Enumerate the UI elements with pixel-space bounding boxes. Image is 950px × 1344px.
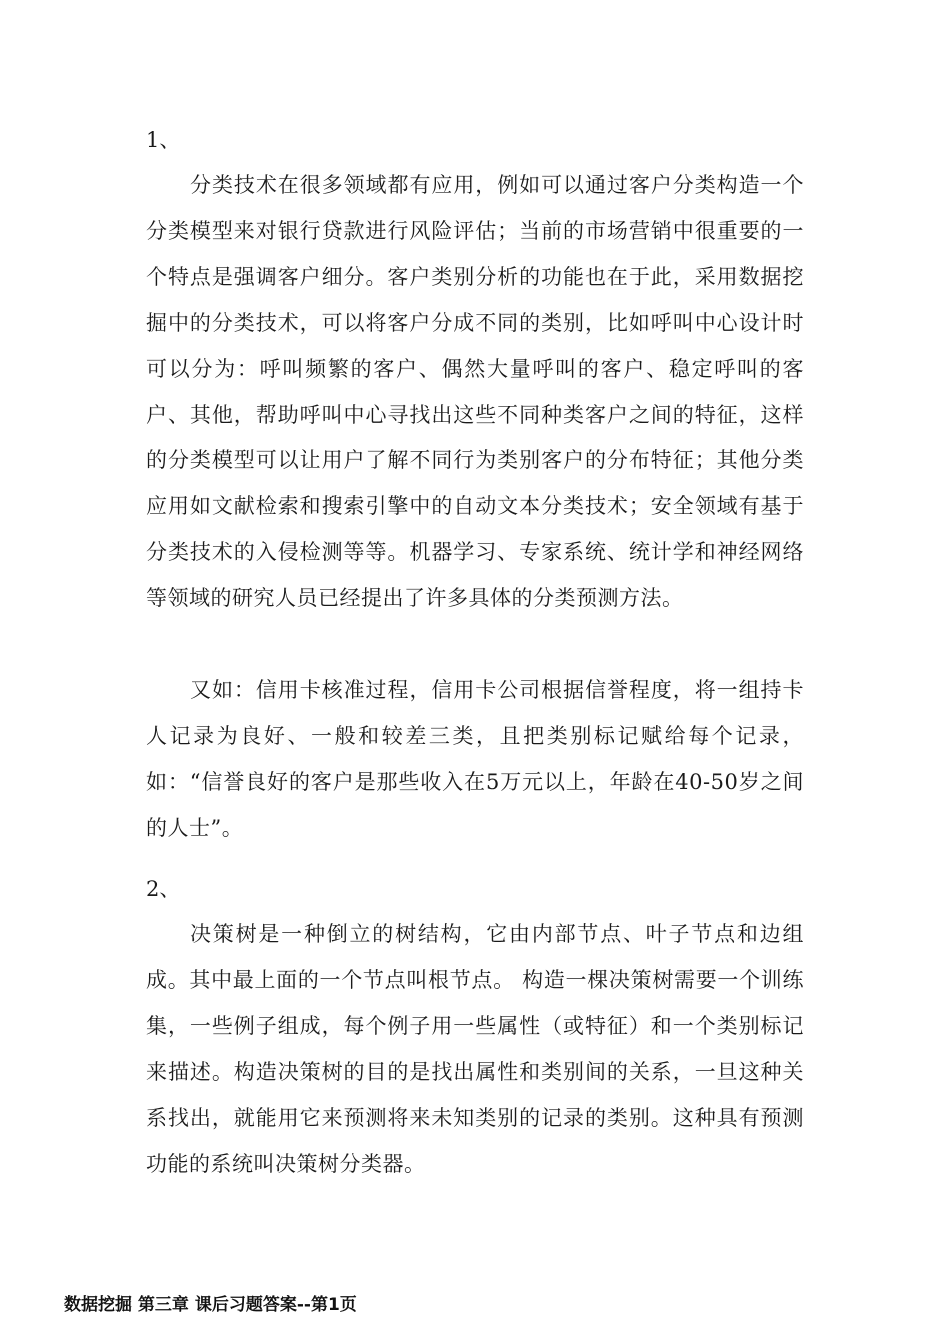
section-number-2: 2、: [146, 877, 181, 901]
section-1-paragraph-2: 又如：信用卡核准过程，信用卡公司根据信誉程度，将一组持卡人记录为良好、一般和较差三类，且把类别标记赋给每个记录，如：“信誉良好的客户是那些收入在5万元以上，年龄在40-50岁之间的人士”。: [146, 678, 804, 840]
section-2-paragraph-1: 决策树是一种倒立的树结构，它由内部节点、叶子节点和边组成。其中最上面的一个节点叫根节点。 构造一棵决策树需要一个训练集，一些例子组成，每个例子用一些属性（或特征）和一个类别标记来描述。构造决策树的目的是找出属性和类别间的关系，一旦这种关系找出，就能用它来预测将来未知类别的记录的类别。这种具有预测功能的系统叫决策树分类器。: [146, 922, 804, 1176]
page-footer: 数据挖掘 第三章 课后习题答案--第1页: [64, 1295, 357, 1315]
section-number-1: 1、: [146, 128, 181, 152]
section-1-paragraph-1: 分类技术在很多领域都有应用，例如可以通过客户分类构造一个分类模型来对银行贷款进行风险评估；当前的市场营销中很重要的一个特点是强调客户细分。客户类别分析的功能也在于此，采用数据挖掘中的分类技术，可以将客户分成不同的类别，比如呼叫中心设计时可以分为：呼叫频繁的客户、偶然大量呼叫的客户、稳定呼叫的客户、其他，帮助呼叫中心寻找出这些不同种类客户之间的特征，这样的分类模型可以让用户了解不同行为类别客户的分布特征；其他分类应用如文献检索和搜索引擎中的自动文本分类技术；安全领域有基于分类技术的入侵检测等等。机器学习、专家系统、统计学和神经网络等领域的研究人员已经提出了许多具体的分类预测方法。: [146, 173, 804, 611]
